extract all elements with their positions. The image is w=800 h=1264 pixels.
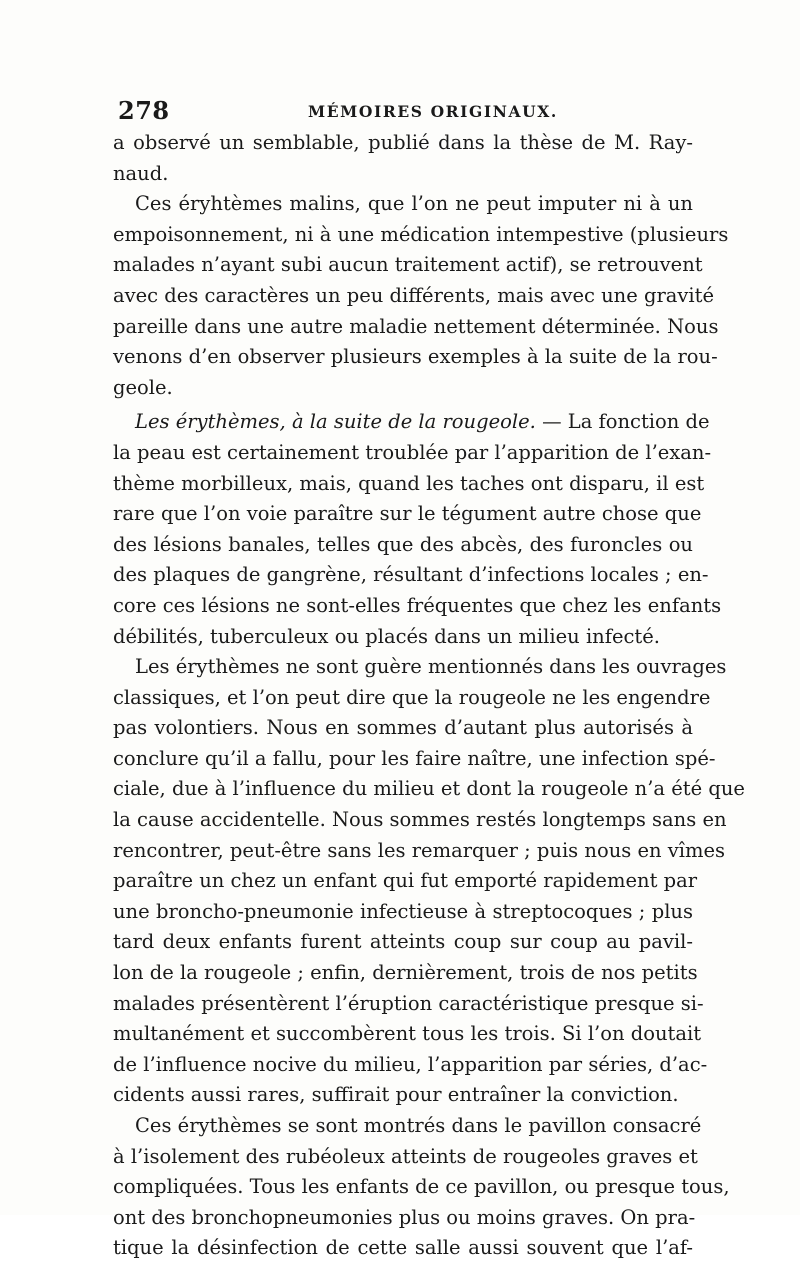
text-line: lon de la rougeole ; enfin, dernièrement, trois de nos petits: [113, 961, 698, 985]
running-head: [118, 96, 698, 126]
text-line: tard deux enfants furent atteints coup sur coup au pavil-: [113, 930, 693, 954]
text-line: venons d’en observer plusieurs exemples à la suite de la rou-: [113, 345, 718, 369]
text-line: ont des bronchopneumonies plus ou moins graves. On pra-: [113, 1205, 696, 1229]
text-line: compliquées. Tous les enfants de ce pavillon, ou presque tous,: [113, 1175, 730, 1199]
text-line: Les érythèmes ne sont guère mentionnés dans les ouvrages: [135, 655, 727, 679]
running-head-title: MÉMOIRES ORIGINAUX.: [308, 102, 558, 121]
text-line: conclure qu’il a fallu, pour les faire naître, une infection spé-: [113, 746, 716, 770]
section-heading: Les érythèmes, à la suite de la rougeole.: [135, 410, 536, 434]
text-line: geole.: [113, 375, 173, 399]
text-line: cidents aussi rares, suffirait pour entraîner la conviction.: [113, 1083, 679, 1107]
text-line: une broncho-pneumonie infectieuse à streptocoques ; plus: [113, 899, 693, 923]
text-line: thème morbilleux, mais, quand les taches ont disparu, il est: [113, 471, 705, 495]
text-line: pareille dans une autre maladie nettement déterminée. Nous: [113, 314, 719, 338]
section-heading-continuation: — La fonction de: [542, 410, 710, 434]
text-line: naud.: [113, 161, 169, 185]
text-line: des plaques de gangrène, résultant d’infections locales ; en-: [113, 563, 709, 587]
page-number: 278: [118, 96, 170, 125]
text-line: tique la désinfection de cette salle aussi souvent que l’af-: [113, 1236, 693, 1260]
text-line: rencontrer, peut-être sans les remarquer ; puis nous en vîmes: [113, 838, 726, 862]
text-line: Ces éryhtèmes malins, que l’on ne peut imputer ni à un: [135, 192, 693, 216]
text-line: des lésions banales, telles que des abcès, des furoncles ou: [113, 532, 693, 556]
section-heading-line: [113, 407, 710, 438]
body-text: [113, 128, 745, 1264]
text-line: classiques, et l’on peut dire que la rougeole ne les engendre: [113, 685, 711, 709]
text-line: à l’isolement des rubéoleux atteints de rougeoles graves et: [113, 1144, 698, 1168]
text-line: a observé un semblable, publié dans la thèse de M. Ray-: [113, 131, 693, 154]
text-line: malades présentèrent l’éruption caractéristique presque si-: [113, 991, 704, 1015]
text-line: la peau est certainement troublée par l’apparition de l’exan-: [113, 440, 712, 464]
text-line: de l’influence nocive du milieu, l’apparition par séries, d’ac-: [113, 1052, 708, 1076]
text-line: la cause accidentelle. Nous sommes restés longtemps sans en: [113, 808, 727, 832]
text-line: pas volontiers. Nous en sommes d’autant plus autorisés à: [113, 716, 693, 740]
text-line: multanément et succombèrent tous les trois. Si l’on doutait: [113, 1022, 702, 1046]
text-line: Ces érythèmes se sont montrés dans le pavillon consacré: [135, 1114, 702, 1137]
text-line: empoisonnement, ni à une médication intempestive (plusieurs: [113, 222, 729, 246]
text-line: malades n’ayant subi aucun traitement actif), se retrouvent: [113, 253, 703, 277]
text-line: avec des caractères un peu différents, mais avec une gravité: [113, 283, 715, 307]
text-line: débilités, tuberculeux ou placés dans un milieu infecté.: [113, 624, 660, 648]
text-line: rare que l’on voie paraître sur le tégument autre chose que: [113, 502, 702, 526]
text-line: core ces lésions ne sont-elles fréquentes que chez les enfants: [113, 593, 722, 617]
text-line: ciale, due à l’influence du milieu et dont la rougeole n’a été que: [113, 777, 745, 801]
text-line: paraître un chez un enfant qui fut emporté rapidement par: [113, 869, 698, 893]
